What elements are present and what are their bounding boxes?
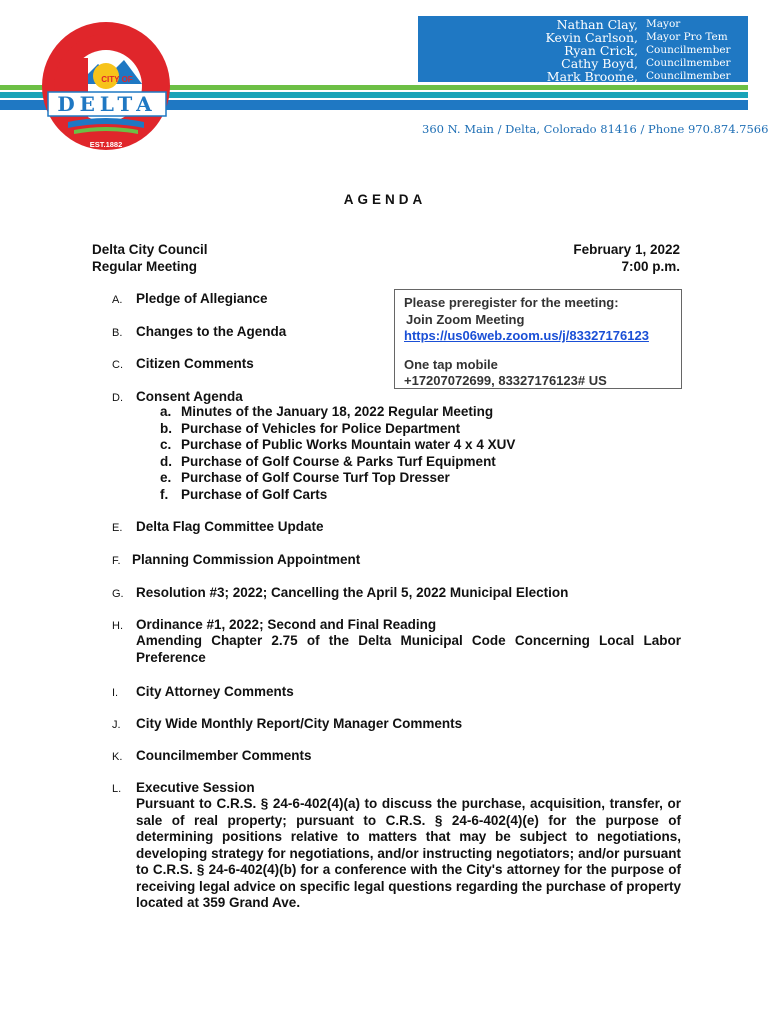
city-of-delta-logo: [38, 16, 178, 156]
item-letter: D.: [112, 392, 123, 404]
logo-delta: DELTA: [57, 92, 157, 116]
zoom-link[interactable]: https://us06web.zoom.us/j/83327176123: [404, 328, 649, 343]
agenda-item-j: [112, 715, 462, 733]
agenda-item-h: [112, 616, 436, 634]
logo-established: EST.1882: [89, 140, 123, 149]
council-name: Kevin Carlson,: [545, 30, 638, 45]
item-text: Planning Commission Appointment: [132, 552, 361, 567]
zoom-phone: +17207072699, 83327176123# US: [404, 373, 607, 388]
item-letter: G.: [112, 588, 124, 600]
city-address: 360 N. Main / Delta, Colorado 81416 / Phone 970.874.7566: [422, 122, 769, 136]
item-text: Citizen Comments: [136, 356, 254, 371]
item-text: Delta Flag Committee Update: [136, 519, 324, 534]
agenda-item-e: [112, 518, 324, 536]
agenda-item-g: [112, 584, 568, 602]
council-name: Ryan Crick,: [564, 43, 638, 58]
item-letter: K.: [112, 751, 123, 763]
item-letter: L.: [112, 783, 122, 795]
council-role: Councilmember: [646, 70, 731, 82]
council-role: Councilmember: [646, 44, 731, 56]
item-text: Executive Session: [136, 780, 255, 795]
council-name: Nathan Clay,: [556, 17, 638, 32]
meeting-body: Delta City Council: [92, 242, 208, 257]
agenda-item-b: [112, 323, 286, 341]
council-role: Councilmember: [646, 57, 731, 69]
zoom-one-tap: One tap mobile: [404, 356, 498, 372]
zoom-join-label: Join Zoom Meeting: [406, 311, 525, 327]
meeting-datetime: [573, 241, 680, 275]
meeting-type: Regular Meeting: [92, 259, 198, 274]
council-role: Mayor: [646, 18, 681, 30]
agenda-item-i: [112, 683, 294, 701]
council-name: Mark Broome,: [546, 69, 638, 84]
item-letter: C.: [112, 359, 123, 371]
item-letter: H.: [112, 620, 123, 632]
agenda-item-l: [112, 779, 255, 797]
agenda-item-a: [112, 290, 268, 308]
item-letter: I.: [112, 687, 119, 699]
item-text: City Wide Monthly Report/City Manager Comments: [136, 716, 463, 731]
item-letter: F.: [112, 555, 121, 567]
zoom-info-box: [394, 289, 682, 389]
item-text: Resolution #3; 2022; Cancelling the April 5, 2022 Municipal Election: [136, 585, 569, 600]
agenda-title: AGENDA: [343, 192, 427, 207]
item-letter: A.: [112, 294, 123, 306]
agenda-item-f: [112, 551, 360, 569]
consent-item: b. Purchase of Vehicles for Police Department: [160, 420, 461, 436]
item-letter: E.: [112, 522, 123, 534]
item-letter: B.: [112, 327, 123, 339]
consent-item: d. Purchase of Golf Course & Parks Turf Equipment: [160, 453, 496, 469]
item-letter: J.: [112, 719, 121, 731]
item-text: Consent Agenda: [136, 389, 243, 404]
consent-item: c. Purchase of Public Works Mountain water 4 x 4 XUV: [160, 437, 516, 452]
meeting-time: 7:00 p.m.: [621, 259, 680, 274]
consent-item: f. Purchase of Golf Carts: [160, 486, 328, 502]
consent-item: a. Minutes of the January 18, 2022 Regular Meeting: [160, 404, 494, 419]
consent-list: [160, 404, 515, 503]
agenda-item-c: [112, 355, 254, 373]
council-name: Cathy Boyd,: [561, 56, 638, 71]
item-text: Councilmember Comments: [136, 748, 312, 763]
meeting-date: February 1, 2022: [573, 242, 680, 257]
council-names: [490, 18, 638, 83]
agenda-item-k: [112, 747, 312, 765]
meeting-info: [92, 241, 208, 275]
item-text: Changes to the Agenda: [136, 324, 287, 339]
council-roles: [646, 18, 756, 83]
council-role: Mayor Pro Tem: [646, 31, 728, 43]
item-text: Ordinance #1, 2022; Second and Final Reading: [136, 617, 437, 632]
item-text: City Attorney Comments: [136, 684, 294, 699]
consent-item: e. Purchase of Golf Course Turf Top Dresser: [160, 470, 450, 485]
logo-city-of: CITY OF: [101, 75, 133, 84]
item-text: Pledge of Allegiance: [136, 291, 268, 306]
zoom-preregister: Please preregister for the meeting:: [404, 295, 619, 310]
item-l-detail: Pursuant to C.R.S. § 24-6-402(4)(a) to discuss the purchase, acquisition, transfer, or sale of real property; pursuant to C.R.S. § 24-6-402(4)(e) for the purpose of determining positions relative to matters that may be subject to negotiations, developing strategy for negotiations, and/or instructing negotiators; and/or pursuant to C.R.S. § 24-6-402(4)(b) for a conference with the City's attorney for the purpose of receiving legal advice on specific legal questions regarding the purchase of property located at 359 Grand Ave.: [136, 796, 681, 910]
item-h-detail: Amending Chapter 2.75 of the Delta Municipal Code Concerning Local Labor Preference: [136, 633, 681, 665]
